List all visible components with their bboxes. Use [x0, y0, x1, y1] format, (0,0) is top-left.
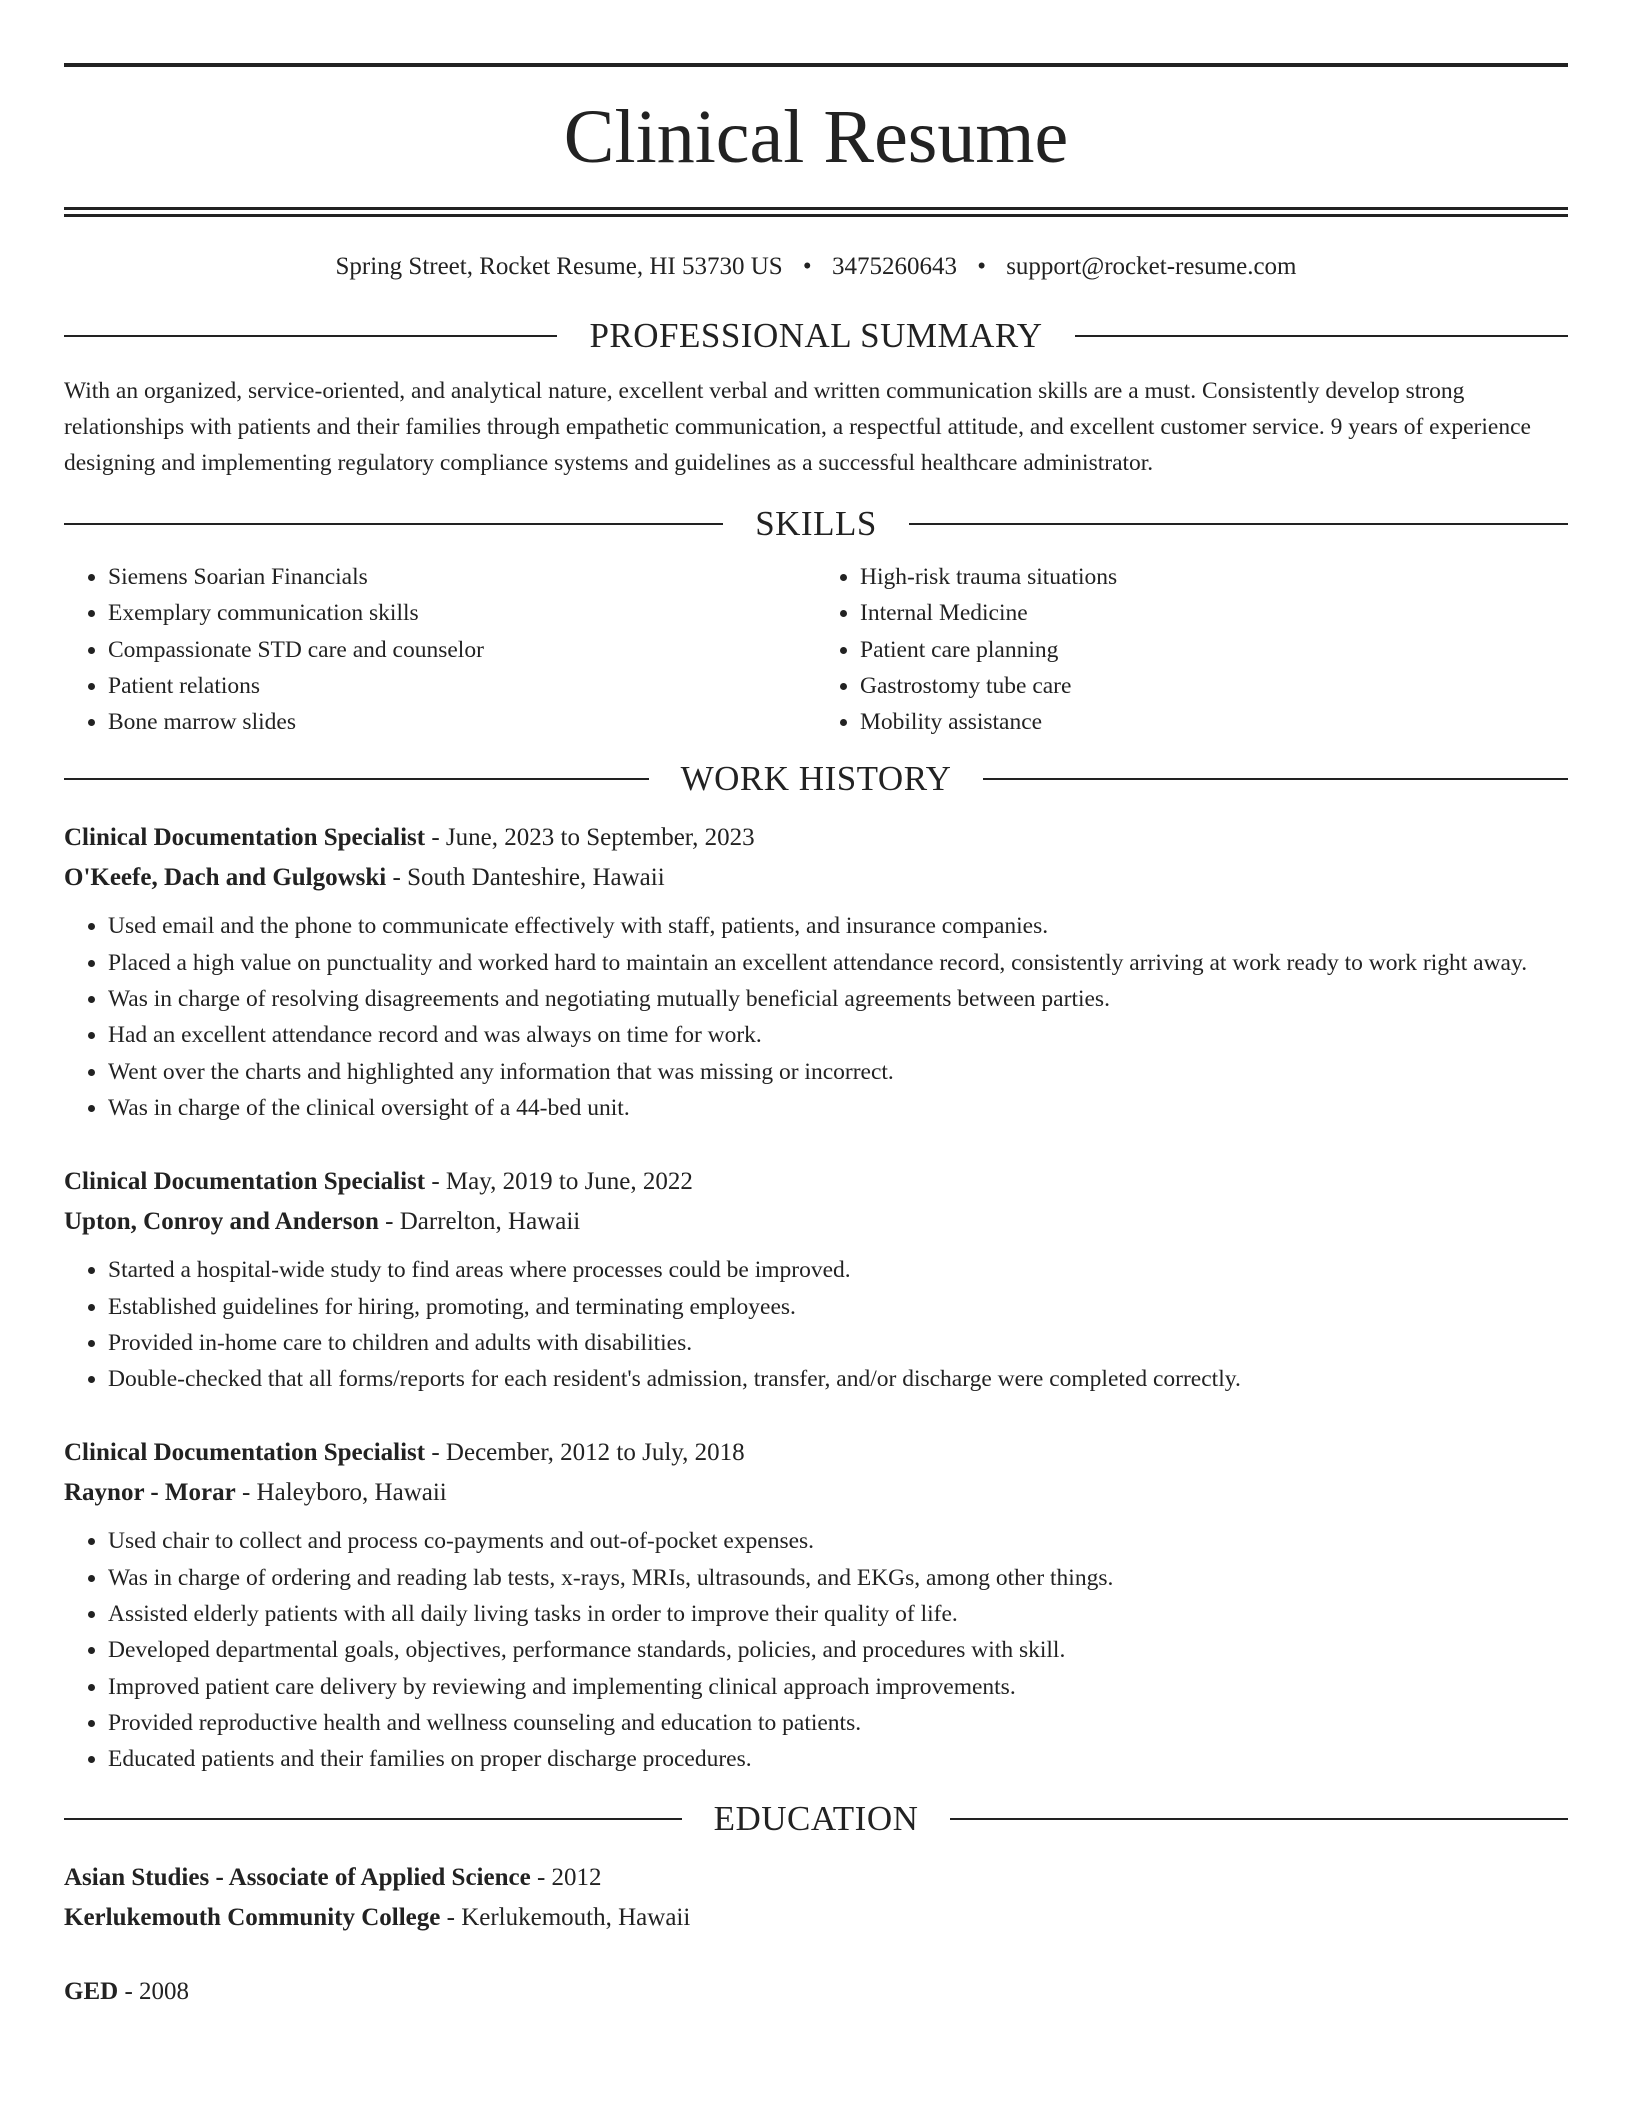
job-bullet: • Provided reproductive health and wellness counseling and education to patients. — [108, 1705, 1568, 1741]
job-entry — [64, 1162, 1568, 1397]
job-bullet: • Went over the charts and highlighted any information that was missing or incorrect. — [108, 1054, 1568, 1090]
education-school: Kerlukemouth Community College — [64, 1903, 441, 1931]
skill-item: • Mobility assistance — [860, 704, 1568, 740]
job-bullet: • Improved patient care delivery by reviewing and implementing clinical approach improvements. — [108, 1669, 1568, 1705]
skill-item: • Bone marrow slides — [108, 704, 816, 740]
job-bullet: • Was in charge of resolving disagreements and negotiating mutually beneficial agreements between parties. — [108, 981, 1568, 1017]
skill-item: • Compassionate STD care and counselor — [108, 632, 816, 668]
job-bullet: • Started a hospital-wide study to find areas where processes could be improved. — [108, 1252, 1568, 1288]
job-company-line — [64, 1473, 1568, 1513]
education-degree: GED — [64, 1977, 119, 2005]
work-heading — [64, 758, 1568, 800]
job-title-line — [64, 818, 1568, 858]
job-title: Clinical Documentation Specialist — [64, 1439, 426, 1467]
top-rule — [64, 63, 1568, 67]
job-bullet: • Placed a high value on punctuality and worked hard to maintain an excellent attendance record, consistently arriving at work ready to work right away. — [108, 945, 1568, 981]
job-title-line — [64, 1433, 1568, 1473]
job-title: Clinical Documentation Specialist — [64, 824, 426, 852]
job-bullet: • Provided in-home care to children and adults with disabilities. — [108, 1325, 1568, 1361]
job-location: - Darrelton, Hawaii — [378, 1208, 581, 1236]
job-bullet: • Was in charge of ordering and reading lab tests, x-rays, MRIs, ultrasounds, and EKGs, among other things. — [108, 1560, 1568, 1596]
job-company: Upton, Conroy and Anderson — [64, 1208, 379, 1236]
resume-content — [64, 0, 1568, 2012]
job-bullet: • Developed departmental goals, objectives, performance standards, policies, and procedures with skill. — [108, 1632, 1568, 1668]
resume-title: Clinical Resume — [563, 95, 1069, 179]
education-year: - 2012 — [530, 1863, 602, 1891]
contact-separator: • — [977, 253, 986, 280]
skill-item: • Internal Medicine — [860, 595, 1568, 631]
job-company: O'Keefe, Dach and Gulgowski — [64, 864, 387, 892]
job-bullet: • Educated patients and their families on proper discharge procedures. — [108, 1741, 1568, 1777]
job-bullet: • Had an excellent attendance record and was always on time for work. — [108, 1017, 1568, 1053]
skills-heading-text: SKILLS — [755, 504, 877, 543]
work-heading-text: WORK HISTORY — [680, 759, 952, 799]
contact-email: support@rocket-resume.com — [1006, 253, 1297, 280]
job-title-line — [64, 1162, 1568, 1202]
job-entry — [64, 818, 1568, 1126]
job-bullet: • Was in charge of the clinical oversight of a 44-bed unit. — [108, 1090, 1568, 1126]
skill-item: • Patient care planning — [860, 632, 1568, 668]
job-bullet: • Used email and the phone to communicate effectively with staff, patients, and insurance companies. — [108, 908, 1568, 944]
education-location: - Kerlukemouth, Hawaii — [440, 1903, 691, 1931]
job-company-line — [64, 1202, 1568, 1242]
job-bullets — [64, 1252, 1568, 1397]
skills-column-right — [816, 559, 1568, 740]
contact-phone: 3475260643 — [831, 253, 957, 280]
title-double-rule — [64, 207, 1568, 217]
job-bullet: • Double-checked that all forms/reports for each resident's admission, transfer, and/or discharge were completed correctly. — [108, 1361, 1568, 1397]
skills-heading — [64, 503, 1568, 545]
education-degree-line — [64, 1972, 1568, 2012]
job-dates: - May, 2019 to June, 2022 — [425, 1168, 693, 1196]
skills-list — [64, 559, 1568, 740]
skills-column-left — [64, 559, 816, 740]
job-location: - South Danteshire, Hawaii — [386, 864, 665, 892]
education-school-line — [64, 1898, 1568, 1938]
skill-item: • High-risk trauma situations — [860, 559, 1568, 595]
job-dates: - December, 2012 to July, 2018 — [425, 1439, 745, 1467]
job-company: Raynor - Morar — [64, 1479, 236, 1507]
job-dates: - June, 2023 to September, 2023 — [425, 824, 755, 852]
job-bullet: • Established guidelines for hiring, promoting, and terminating employees. — [108, 1289, 1568, 1325]
skill-item: • Patient relations — [108, 668, 816, 704]
skill-item: • Gastrostomy tube care — [860, 668, 1568, 704]
education-year: - 2008 — [118, 1977, 190, 2005]
job-bullets — [64, 1523, 1568, 1777]
education-degree-line — [64, 1858, 1568, 1898]
job-bullet: • Assisted elderly patients with all daily living tasks in order to improve their quality of life. — [108, 1596, 1568, 1632]
contact-separator: • — [802, 253, 812, 280]
skill-item: • Siemens Soarian Financials — [108, 559, 816, 595]
education-heading-text: EDUCATION — [713, 1798, 919, 1838]
job-company-line — [64, 858, 1568, 898]
skill-item: • Exemplary communication skills — [108, 595, 816, 631]
job-location: - Haleyboro, Hawaii — [235, 1479, 447, 1507]
job-bullets — [64, 908, 1568, 1126]
summary-text: With an organized, service-oriented, and analytical nature, excellent verbal and written communication skills are a must. Consistently develop strong relationships with patients and their families through empathetic communication, a respectful attitude, and excellent customer service. 9 years of experience designing and implementing regulatory compliance systems and guidelines as a successful healthcare administrator. — [64, 378, 1531, 476]
education-entry — [64, 1972, 1568, 2012]
job-bullet: • Used chair to collect and process co-payments and out-of-pocket expenses. — [108, 1523, 1568, 1559]
contact-line — [64, 253, 1568, 281]
summary-heading — [64, 315, 1568, 357]
education-degree: Asian Studies - Associate of Applied Science — [64, 1863, 531, 1891]
education-entry — [64, 1858, 1568, 1938]
education-heading — [64, 1798, 1568, 1840]
job-title: Clinical Documentation Specialist — [64, 1168, 426, 1196]
summary-heading-text: PROFESSIONAL SUMMARY — [589, 316, 1043, 355]
contact-address: Spring Street, Rocket Resume, HI 53730 US — [335, 253, 783, 280]
job-entry — [64, 1433, 1568, 1777]
